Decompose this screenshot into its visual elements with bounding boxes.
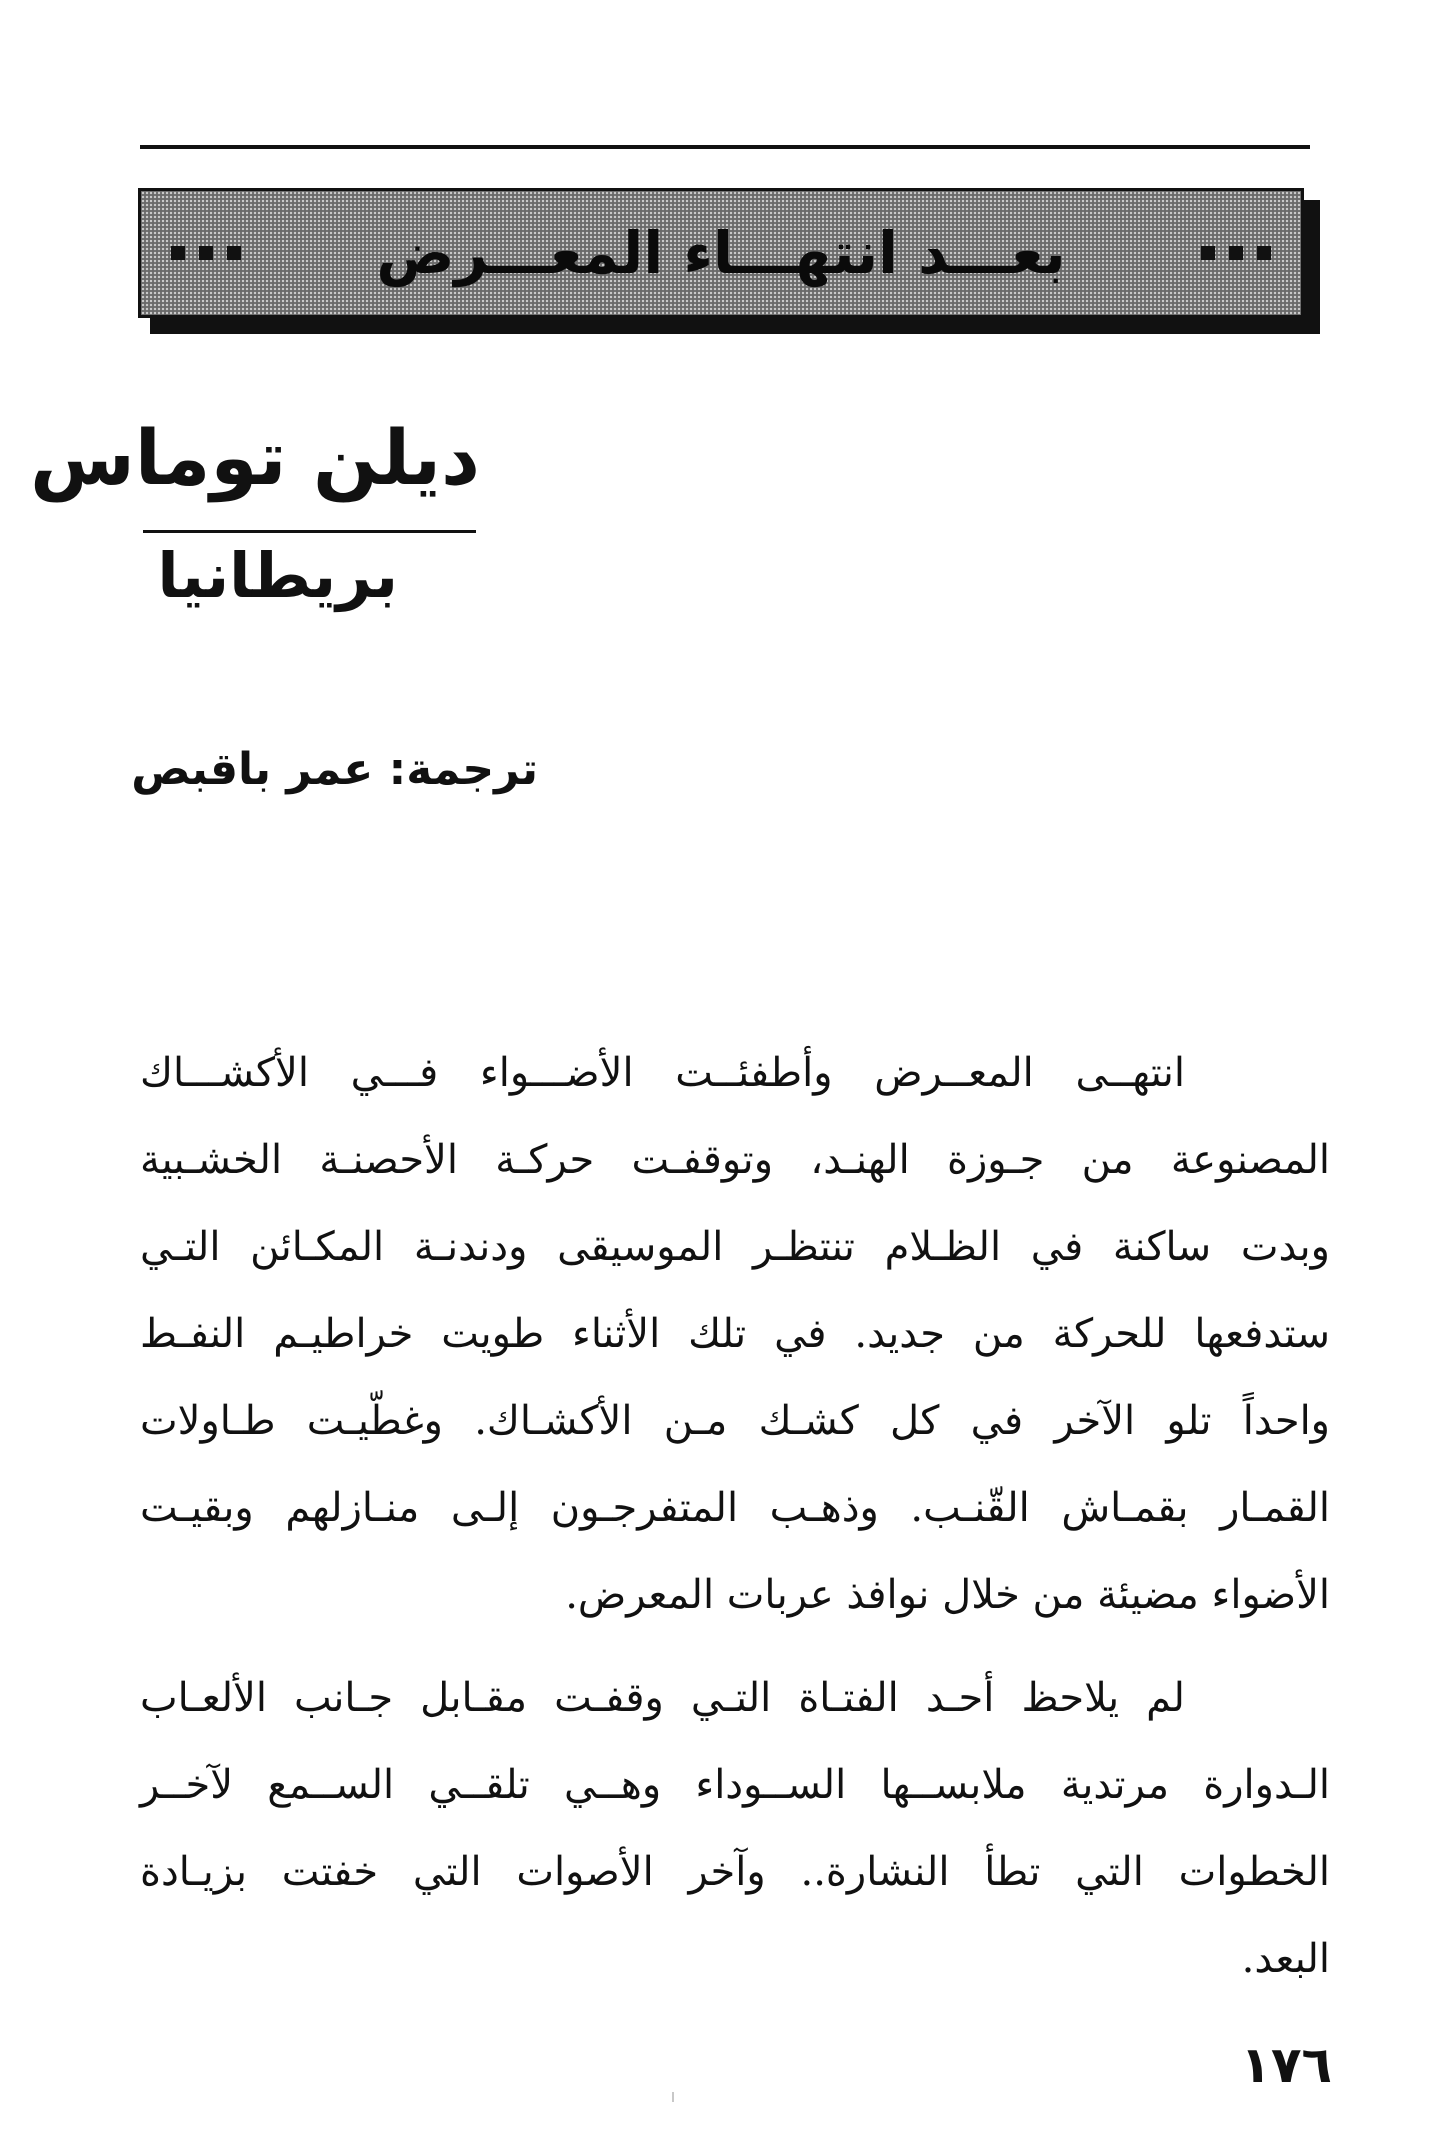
banner-dots-left xyxy=(171,246,241,260)
banner-dot xyxy=(171,246,185,260)
text-line: الـدوارة مرتدية ملابســها الســوداء وهــي تلقــي الســمع لآخــر xyxy=(140,1762,1330,1808)
text-line: القمـار بقمـاش القّنـب. وذهـب المتفرجـون إلـى منـازلهم وبقيـت xyxy=(140,1485,1330,1531)
page-number: ١٧٦ xyxy=(1240,2036,1332,2094)
text-line: ستدفعها للحركة من جديد. في تلك الأثناء طويت خراطيـم النفـط xyxy=(140,1311,1330,1357)
text-line: المصنوعة من جـوزة الهنـد، وتوقفـت حركـة الأحصنـة الخشـبية xyxy=(140,1137,1330,1183)
scan-mark xyxy=(672,2092,674,2102)
text-line: انتهــى المعــرض وأطفئــت الأضـــواء فـــي الأكشـــاك xyxy=(140,1050,1185,1096)
text-line: البعد. xyxy=(1241,1936,1330,1982)
banner-dot xyxy=(1229,246,1243,260)
story-text xyxy=(140,1030,1330,2003)
text-line: وبدت ساكنة في الظـلام تنتظـر الموسيقى ودندنـة المكـائن التـي xyxy=(140,1224,1330,1270)
banner-dot xyxy=(1257,246,1271,260)
banner-title: بعـــد انتهـــاء المعـــرض xyxy=(376,219,1066,287)
section-banner xyxy=(138,188,1304,318)
author-country: بريطانيا xyxy=(157,539,398,612)
banner-dot xyxy=(1201,246,1215,260)
banner-dot xyxy=(199,246,213,260)
text-line: الأضواء مضيئة من خلال نوافذ عربات المعرض. xyxy=(565,1572,1330,1618)
author-rule xyxy=(143,530,476,533)
top-rule xyxy=(140,145,1310,149)
author-name: ديلن توماس xyxy=(29,413,480,502)
translator-credit: ترجمة: عمر باقبص xyxy=(131,744,538,795)
paragraph-gap xyxy=(140,1639,1330,1655)
text-line: الخطوات التي تطأ النشارة.. وآخر الأصوات التي خفتت بزيـادة xyxy=(140,1849,1330,1895)
paragraph-2 xyxy=(140,1655,1330,2003)
text-line: واحداً تلو الآخر في كل كشـك مـن الأكشـاك. وغطّيـت طـاولات xyxy=(140,1398,1330,1444)
banner-dot xyxy=(227,246,241,260)
text-line: لم يلاحظ أحـد الفتـاة التـي وقفـت مقـابل جـانب الألعـاب xyxy=(140,1675,1185,1721)
banner-dots-right xyxy=(1201,246,1271,260)
paragraph-1 xyxy=(140,1030,1330,1639)
